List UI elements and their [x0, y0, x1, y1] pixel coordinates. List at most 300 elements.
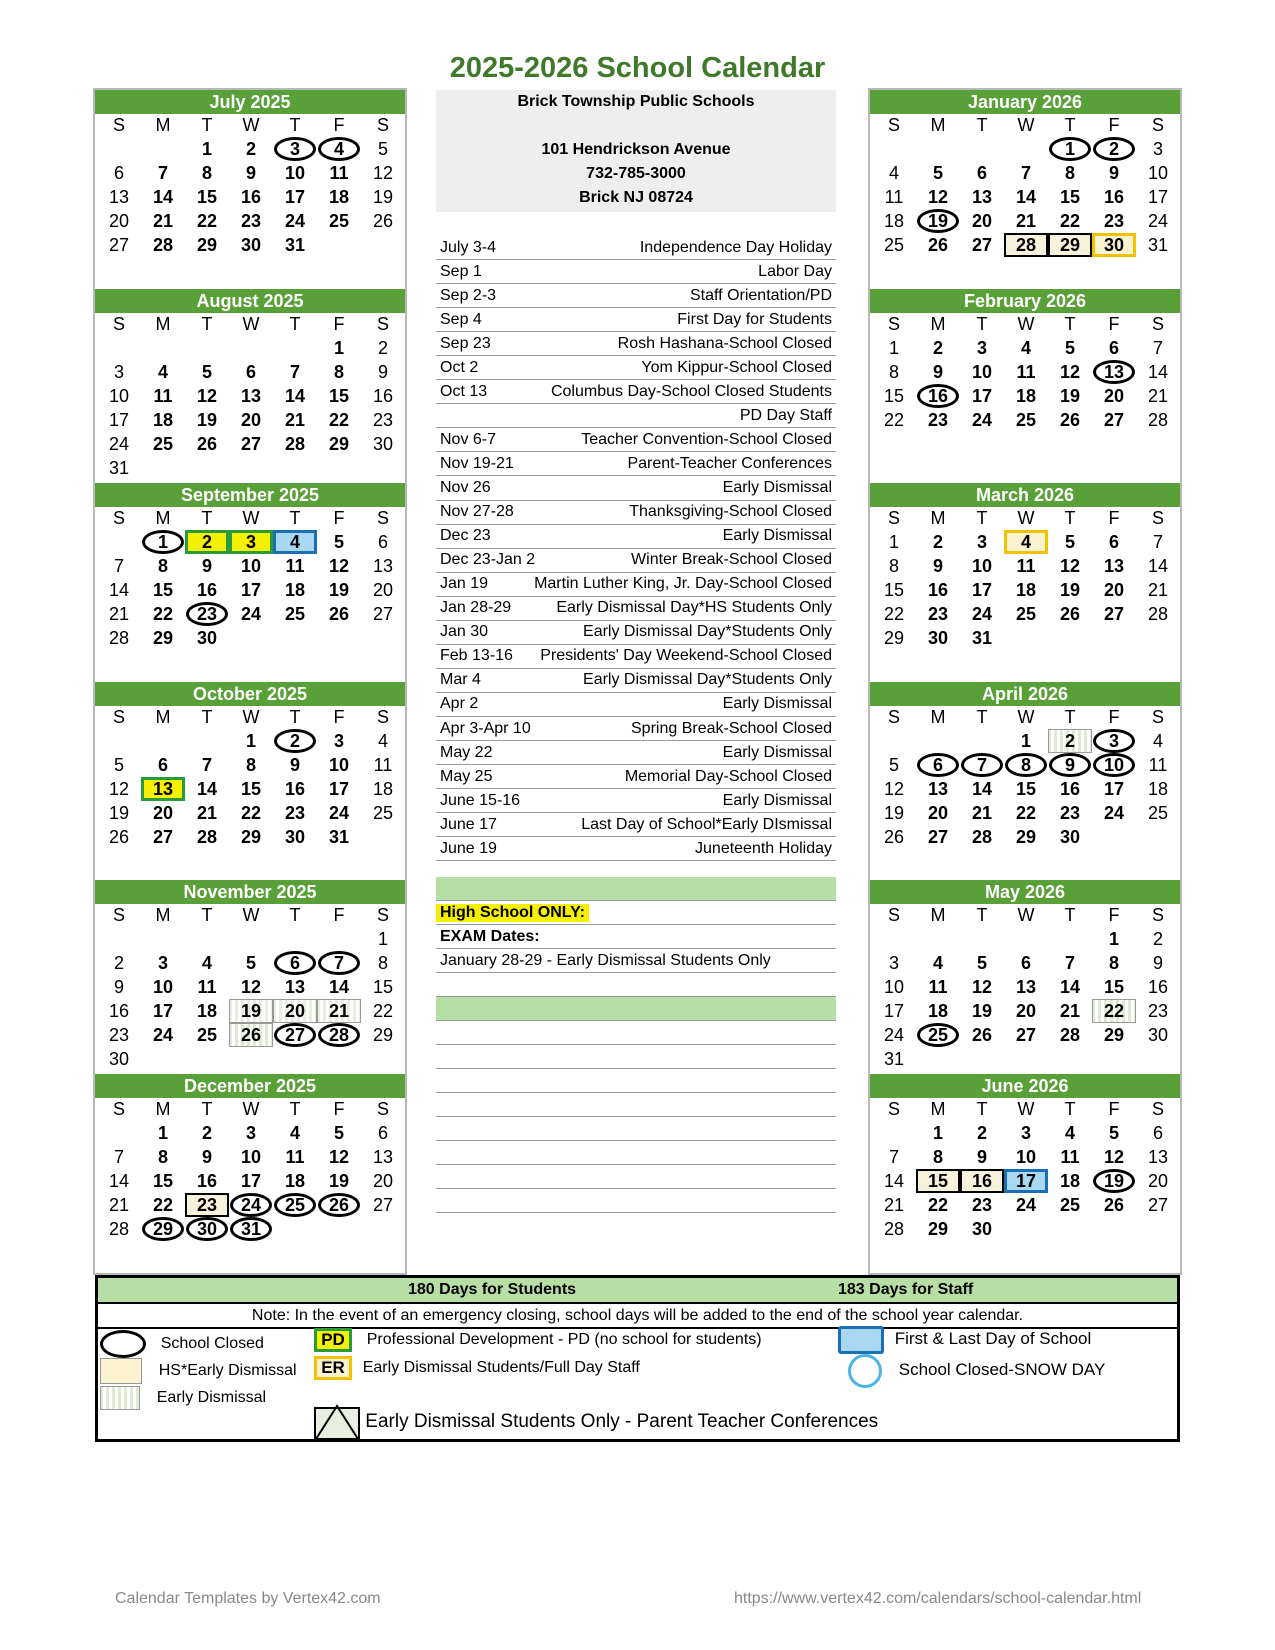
day-cell: 7: [113, 556, 124, 576]
day-cell: 19: [971, 1001, 993, 1021]
event-date: Feb 13-16: [440, 647, 513, 665]
day-cell: 7: [1064, 953, 1075, 973]
day-cell: 27: [1015, 1025, 1037, 1045]
weekday-label: T: [1064, 1099, 1076, 1119]
day-cell: 17: [971, 386, 993, 406]
day-cell: 15: [1059, 187, 1081, 207]
weekday-label: T: [201, 905, 213, 925]
event-row: [436, 501, 836, 525]
day-cell: 21: [1015, 211, 1037, 231]
day-cell: 16: [1103, 187, 1125, 207]
staff-days: 183 Days for Staff: [838, 1281, 974, 1298]
day-cell: 17: [971, 580, 993, 600]
blank-line: [436, 1069, 836, 1093]
day-cell: 24: [328, 803, 350, 823]
day-cell: 1: [1020, 731, 1031, 751]
weekday-label: M: [155, 508, 171, 528]
weekday-label: S: [376, 314, 389, 334]
student-days: 180 Days for Students: [408, 1281, 577, 1298]
day-cell: 19: [1059, 386, 1081, 406]
day-cell: 5: [201, 362, 212, 382]
event-date: Jan 19: [440, 575, 489, 593]
day-cell: 29: [372, 1025, 394, 1045]
day-cell: 25: [1059, 1195, 1081, 1215]
day-cell: 9: [201, 556, 212, 576]
day-cell: 14: [1147, 362, 1169, 382]
event-description: Early Dismissal: [722, 527, 832, 545]
day-cell: 21: [284, 410, 306, 430]
month-calendar: [870, 1074, 1180, 1241]
day-cell: 2: [201, 1123, 212, 1143]
day-cell: 27: [927, 827, 949, 847]
event-description: Early Dismissal Day*HS Students Only: [556, 599, 832, 617]
empty-day: [229, 336, 273, 360]
day-cell: 19: [1092, 1169, 1136, 1193]
day-cell: 9: [201, 1147, 212, 1167]
event-description: Teacher Convention-School Closed: [581, 430, 832, 448]
day-cell: 27: [971, 235, 993, 255]
day-cell: 12: [240, 977, 262, 997]
emergency-note: Note: In the event of an emergency closing, school days will be added to the end of the school year calendar.: [98, 1304, 1177, 1329]
event-date: Dec 23-Jan 2: [440, 551, 536, 569]
empty-day: [872, 137, 916, 161]
day-cell: 22: [1015, 803, 1037, 823]
empty-day: [141, 137, 185, 161]
weekday-label: F: [1108, 314, 1120, 334]
day-cell: 27: [1147, 1195, 1169, 1215]
day-cell: 9: [1048, 753, 1092, 777]
month-title: November 2025: [95, 880, 405, 904]
weekday-label: S: [887, 115, 900, 135]
day-cell: 3: [157, 953, 168, 973]
empty-day: [97, 927, 141, 951]
day-cell: 18: [328, 187, 350, 207]
empty-day: [97, 336, 141, 360]
day-cell: 23: [1103, 211, 1125, 231]
day-cell: 4: [201, 953, 212, 973]
day-cell: 6: [377, 1123, 388, 1143]
weekday-label: S: [887, 508, 900, 528]
day-cell: 10: [883, 977, 905, 997]
day-cell: 16: [960, 1169, 1004, 1193]
day-cell: 28: [971, 827, 993, 847]
event-date: Dec 23: [440, 527, 491, 545]
day-cell: 27: [240, 434, 262, 454]
weekday-label: M: [930, 314, 946, 334]
weekday-label: S: [112, 707, 125, 727]
day-cell: 1: [377, 929, 388, 949]
event-description: Thanksgiving-School Closed: [629, 503, 832, 521]
day-cell: 13: [372, 556, 394, 576]
day-cell: 10: [284, 163, 306, 183]
weekday-label: T: [201, 1099, 213, 1119]
day-cell: 23: [240, 211, 262, 231]
day-cell: 14: [328, 977, 350, 997]
weekday-label: M: [930, 115, 946, 135]
exam-label: EXAM Dates:: [440, 927, 540, 945]
weekday-label: M: [930, 508, 946, 528]
weekday-label: S: [376, 115, 389, 135]
weekday-label: T: [976, 1099, 988, 1119]
day-cell: 13: [927, 779, 949, 799]
day-cell: 3: [976, 338, 987, 358]
weekday-label: W: [1017, 314, 1035, 334]
day-cell: 9: [289, 755, 300, 775]
day-cell: 8: [932, 1147, 943, 1167]
day-cell: 12: [971, 977, 993, 997]
event-date: July 3-4: [440, 238, 497, 256]
event-row: [436, 789, 836, 813]
day-cell: 18: [196, 1001, 218, 1021]
month-grid: [95, 114, 405, 257]
empty-day: [141, 336, 185, 360]
day-cell: 14: [883, 1171, 905, 1191]
weekday-label: S: [887, 1099, 900, 1119]
day-cell: 21: [152, 211, 174, 231]
day-cell: 23: [185, 602, 229, 626]
day-cell: 25: [152, 434, 174, 454]
day-cell: 12: [372, 163, 394, 183]
empty-day: [185, 336, 229, 360]
day-cell: 31: [883, 1049, 905, 1069]
day-cell: 26: [1059, 604, 1081, 624]
day-cell: 6: [157, 755, 168, 775]
day-cell: 19: [229, 999, 273, 1023]
day-cell: 7: [317, 951, 361, 975]
day-cell: 26: [1059, 410, 1081, 430]
day-cell: 10: [240, 1147, 262, 1167]
month-grid: [95, 507, 405, 650]
day-cell: 20: [927, 803, 949, 823]
day-cell: 5: [113, 755, 124, 775]
month-title: April 2026: [870, 682, 1180, 706]
weekday-label: M: [930, 1099, 946, 1119]
day-cell: 19: [916, 209, 960, 233]
day-cell: 28: [196, 827, 218, 847]
day-cell: 12: [883, 779, 905, 799]
day-cell: 15: [152, 1171, 174, 1191]
day-cell: 6: [245, 362, 256, 382]
pd-badge-icon: PD: [314, 1328, 352, 1352]
day-cell: 22: [328, 410, 350, 430]
day-cell: 30: [1092, 233, 1136, 257]
weekday-label: T: [1064, 314, 1076, 334]
day-cell: 25: [1015, 410, 1037, 430]
day-cell: 17: [1103, 779, 1125, 799]
month-grid: [95, 904, 405, 1071]
weekday-label: S: [1151, 314, 1164, 334]
empty-day: [185, 729, 229, 753]
empty-day: [872, 729, 916, 753]
day-cell: 8: [245, 755, 256, 775]
day-cell: 3: [888, 953, 899, 973]
event-date: Mar 4: [440, 671, 481, 689]
day-cell: 21: [196, 803, 218, 823]
weekday-label: S: [112, 115, 125, 135]
day-cell: 11: [1060, 1147, 1080, 1167]
day-cell: 4: [1004, 530, 1048, 554]
day-cell: 17: [1004, 1169, 1048, 1193]
day-cell: 4: [1064, 1123, 1075, 1143]
weekday-label: S: [1151, 707, 1164, 727]
day-cell: 18: [1015, 386, 1037, 406]
day-cell: 8: [201, 163, 212, 183]
month-calendar: [95, 1074, 405, 1241]
day-cell: 25: [1147, 803, 1169, 823]
event-row: [436, 669, 836, 693]
weekday-label: T: [201, 508, 213, 528]
day-cell: 2: [976, 1123, 987, 1143]
day-cell: 23: [927, 410, 949, 430]
day-cell: 26: [1103, 1195, 1125, 1215]
day-cell: 3: [273, 137, 317, 161]
day-cell: 2: [932, 338, 943, 358]
month-title: February 2026: [870, 289, 1180, 313]
day-cell: 21: [971, 803, 993, 823]
event-description: Memorial Day-School Closed: [624, 767, 832, 785]
day-cell: 16: [372, 386, 394, 406]
empty-day: [141, 927, 185, 951]
day-cell: 26: [971, 1025, 993, 1045]
weekday-label: M: [155, 707, 171, 727]
day-cell: 30: [108, 1049, 130, 1069]
day-cell: 27: [152, 827, 174, 847]
day-cell: 8: [1064, 163, 1075, 183]
weekday-label: T: [201, 115, 213, 135]
day-cell: 10: [152, 977, 174, 997]
day-cell: 28: [1004, 233, 1048, 257]
day-cell: 2: [185, 530, 229, 554]
weekday-label: W: [242, 707, 260, 727]
day-cell: 16: [1147, 977, 1169, 997]
day-cell: 14: [1147, 556, 1169, 576]
weekday-label: T: [1064, 508, 1076, 528]
day-cell: 31: [108, 458, 130, 478]
day-cell: 1: [201, 139, 212, 159]
day-cell: 20: [372, 580, 394, 600]
day-cell: 3: [245, 1123, 256, 1143]
month-calendar: [95, 289, 405, 480]
days-count-row: [98, 1278, 1177, 1304]
day-cell: 20: [1103, 386, 1125, 406]
day-cell: 29: [1103, 1025, 1125, 1045]
exam-note: January 28-29 - Early Dismissal Students Only: [440, 951, 771, 969]
day-cell: 1: [157, 1123, 168, 1143]
district-name: Brick Township Public Schools: [517, 93, 755, 110]
day-cell: 18: [372, 779, 394, 799]
weekday-label: T: [289, 707, 301, 727]
day-cell: 5: [1064, 532, 1075, 552]
legend-snow: School Closed-SNOW DAY: [848, 1354, 1105, 1388]
snow-circle-icon: [848, 1354, 882, 1388]
month-calendar: [870, 880, 1180, 1071]
day-cell: 26: [108, 827, 130, 847]
day-cell: 24: [971, 410, 993, 430]
day-cell: 3: [1152, 139, 1163, 159]
event-row: [436, 645, 836, 669]
weekday-label: W: [242, 115, 260, 135]
blank-line: [436, 997, 836, 1021]
day-cell: 22: [1059, 211, 1081, 231]
event-description: Early Dismissal Day*Students Only: [583, 671, 832, 689]
day-cell: 4: [1020, 338, 1031, 358]
day-cell: 21: [1147, 386, 1169, 406]
day-cell: 14: [152, 187, 174, 207]
day-cell: 24: [971, 604, 993, 624]
event-description: Early Dismissal: [722, 479, 832, 496]
weekday-label: S: [1151, 115, 1164, 135]
day-cell: 10: [328, 755, 350, 775]
weekday-label: S: [112, 905, 125, 925]
day-cell: 26: [229, 1023, 273, 1047]
day-cell: 22: [927, 1195, 949, 1215]
day-cell: 5: [1108, 1123, 1119, 1143]
day-cell: 26: [196, 434, 218, 454]
weekday-label: S: [112, 1099, 125, 1119]
day-cell: 4: [273, 530, 317, 554]
day-cell: 22: [372, 1001, 394, 1021]
day-cell: 26: [883, 827, 905, 847]
weekday-label: M: [155, 1099, 171, 1119]
month-calendar: [870, 289, 1180, 432]
event-row: [436, 621, 836, 645]
day-cell: 24: [152, 1025, 174, 1045]
day-cell: 10: [1147, 163, 1169, 183]
weekday-label: T: [201, 314, 213, 334]
legend-early: Early Dismissal: [100, 1386, 266, 1410]
day-cell: 25: [328, 211, 350, 231]
day-cell: 7: [157, 163, 168, 183]
day-cell: 27: [372, 1195, 394, 1215]
weekday-label: S: [887, 707, 900, 727]
empty-day: [97, 729, 141, 753]
month-title: January 2026: [870, 90, 1180, 114]
day-cell: 13: [284, 977, 306, 997]
day-cell: 10: [108, 386, 130, 406]
month-calendar: [95, 90, 405, 257]
day-cell: 13: [372, 1147, 394, 1167]
legend-school-closed: School Closed: [100, 1330, 264, 1358]
weekday-label: T: [976, 314, 988, 334]
weekday-label: T: [1064, 905, 1076, 925]
day-cell: 1: [932, 1123, 943, 1143]
day-cell: 3: [1092, 729, 1136, 753]
triangle-icon: [314, 1404, 360, 1440]
weekday-label: W: [1017, 1099, 1035, 1119]
weekday-label: F: [333, 707, 345, 727]
day-cell: 24: [240, 604, 262, 624]
day-cell: 19: [1059, 580, 1081, 600]
event-row: [436, 332, 836, 356]
day-cell: 24: [284, 211, 306, 231]
day-cell: 18: [284, 580, 306, 600]
day-cell: 4: [377, 731, 388, 751]
event-row: [436, 765, 836, 789]
day-cell: 9: [932, 556, 943, 576]
event-description: Early Dismissal: [722, 695, 832, 713]
day-cell: 16: [240, 187, 262, 207]
hs-early-swatch-icon: [100, 1358, 142, 1384]
day-cell: 12: [1059, 556, 1081, 576]
day-cell: 11: [329, 163, 349, 183]
month-calendar: [870, 90, 1180, 257]
event-date: June 15-16: [440, 791, 521, 809]
event-row: [436, 597, 836, 621]
day-cell: 14: [1059, 977, 1081, 997]
day-cell: 6: [1152, 1123, 1163, 1143]
weekday-label: F: [333, 115, 345, 135]
day-cell: 22: [883, 604, 905, 624]
day-cell: 2: [1092, 137, 1136, 161]
day-cell: 7: [888, 1147, 899, 1167]
day-cell: 6: [1108, 532, 1119, 552]
day-cell: 15: [328, 386, 350, 406]
event-description: Early Dismissal: [722, 791, 832, 809]
day-cell: 2: [113, 953, 124, 973]
event-description: Presidents' Day Weekend-School Closed: [540, 647, 832, 665]
empty-day: [97, 1121, 141, 1145]
day-cell: 15: [1103, 977, 1125, 997]
empty-day: [141, 729, 185, 753]
day-cell: 9: [113, 977, 124, 997]
day-cell: 27: [108, 235, 130, 255]
day-cell: 13: [240, 386, 262, 406]
day-cell: 24: [108, 434, 130, 454]
event-description: Rosh Hashana-School Closed: [617, 334, 832, 352]
event-row: [436, 813, 836, 837]
day-cell: 7: [960, 753, 1004, 777]
weekday-label: M: [930, 905, 946, 925]
event-date: Apr 3-Apr 10: [440, 719, 531, 737]
day-cell: 27: [1103, 604, 1125, 624]
blank-line: [436, 1093, 836, 1117]
month-calendar: [870, 483, 1180, 650]
day-cell: 8: [157, 1147, 168, 1167]
day-cell: 28: [152, 235, 174, 255]
day-cell: 30: [185, 1217, 229, 1241]
day-cell: 4: [157, 362, 168, 382]
weekday-label: T: [289, 1099, 301, 1119]
weekday-label: W: [242, 508, 260, 528]
day-cell: 28: [108, 1219, 130, 1239]
month-title: March 2026: [870, 483, 1180, 507]
day-cell: 11: [1016, 556, 1036, 576]
day-cell: 6: [1020, 953, 1031, 973]
month-calendar: [95, 880, 405, 1071]
day-cell: 16: [927, 580, 949, 600]
event-row: [436, 452, 836, 476]
day-cell: 19: [372, 187, 394, 207]
day-cell: 9: [1108, 163, 1119, 183]
day-cell: 29: [141, 1217, 185, 1241]
day-cell: 12: [1059, 362, 1081, 382]
month-title: July 2025: [95, 90, 405, 114]
event-row: [436, 741, 836, 765]
day-cell: 17: [108, 410, 130, 430]
er-badge-icon: ER: [314, 1356, 352, 1380]
day-cell: 23: [971, 1195, 993, 1215]
event-date: Oct 13: [440, 382, 488, 400]
day-cell: 13: [1092, 360, 1136, 384]
page-title: 2025-2026 School Calendar: [449, 52, 826, 84]
legend-er: ER Early Dismissal Students/Full Day Staff: [314, 1356, 640, 1380]
event-description: Early Dismissal Day*Students Only: [583, 623, 832, 641]
exam-row: [436, 925, 836, 949]
blank-line: [436, 1021, 836, 1045]
event-description: PD Day Staff: [739, 406, 832, 424]
day-cell: 7: [113, 1147, 124, 1167]
event-description: Martin Luther King, Jr. Day-School Closed: [534, 575, 832, 593]
